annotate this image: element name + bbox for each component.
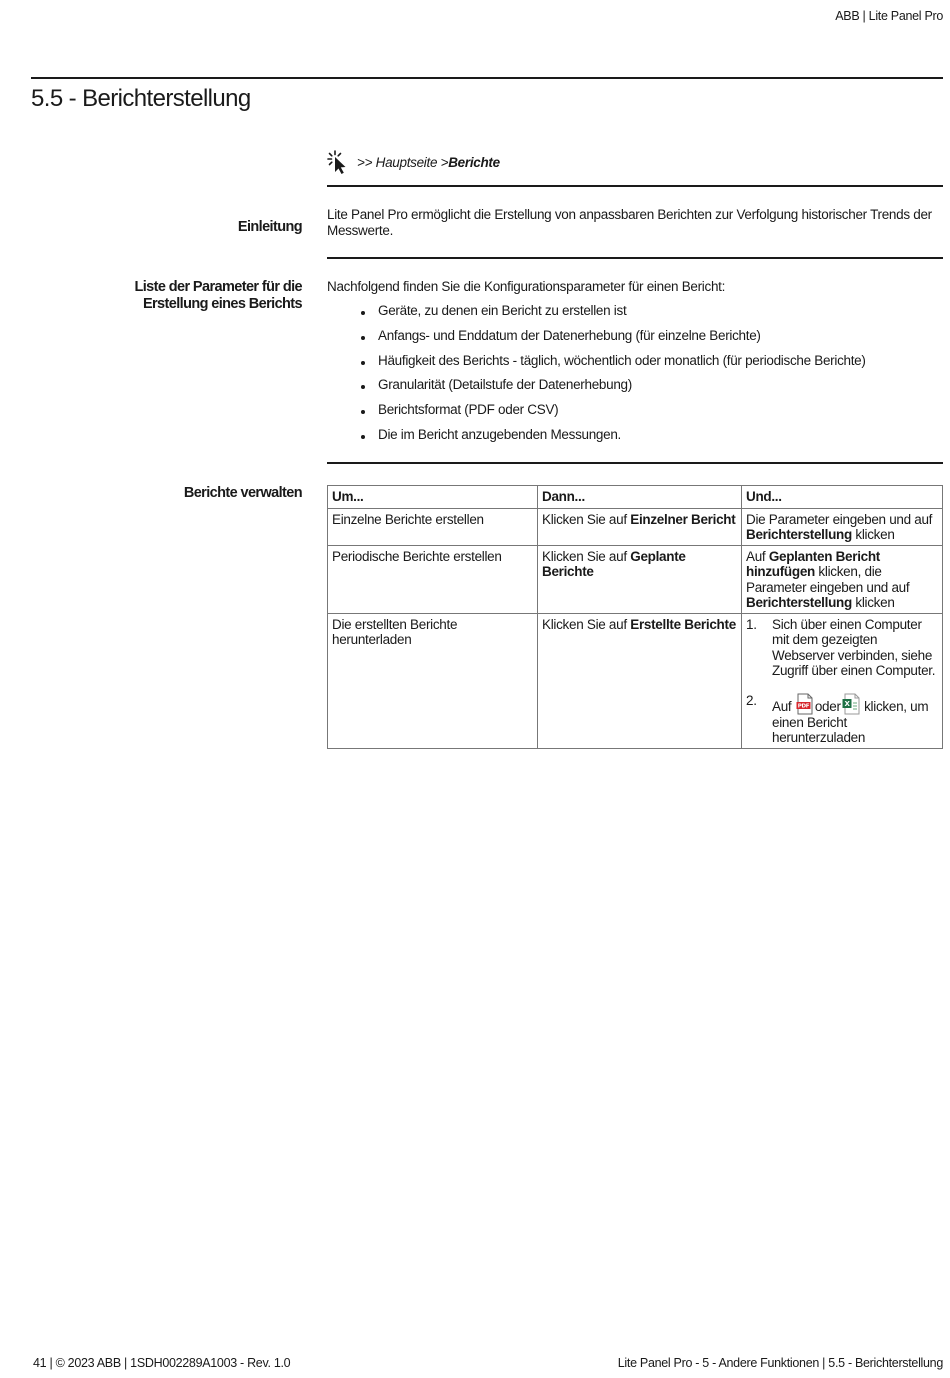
list-item: Anfangs- und Enddatum der Datenerhebung (für einzelne Berichte) (358, 327, 866, 352)
column-header-dann: Dann... (538, 486, 742, 509)
click-cursor-icon (327, 150, 349, 174)
list-item: Berichtsformat (PDF oder CSV) (358, 401, 866, 426)
step-text: klicken, um einen Bericht herunterzuladen (772, 698, 929, 745)
cell-text: Klicken Sie auf (542, 616, 631, 632)
step-item (746, 617, 938, 679)
header-divider (31, 77, 943, 79)
cell-um: Periodische Berichte erstellen (328, 545, 538, 613)
navigation-path (327, 150, 500, 174)
cell-text: klicken, die Parameter eingeben und auf (746, 564, 910, 595)
cell-bold-text: Erstellte Berichte (630, 616, 736, 632)
cell-dann (538, 508, 742, 545)
parameters-label-line: Erstellung eines Berichts (142, 296, 302, 312)
list-item: Geräte, zu denen ein Bericht zu erstellen ist (358, 302, 866, 327)
footer-breadcrumb: Lite Panel Pro - 5 - Andere Funktionen | 5.5 - Berichterstellung (617, 1356, 943, 1370)
column-header-um: Um... (328, 486, 538, 509)
step-number: 2. (746, 692, 757, 708)
cell-text: klicken (851, 595, 895, 610)
step-number: 1. (746, 616, 757, 632)
table-header-row (328, 486, 943, 509)
cell-bold-text: Einzelner Bericht (630, 511, 736, 527)
table-row (328, 508, 943, 545)
excel-file-icon[interactable] (842, 693, 860, 715)
cell-text: Klicken Sie auf (542, 548, 631, 564)
section-title: 5.5 - Berichterstellung (31, 85, 251, 112)
cell-text: Die Parameter eingeben und auf (746, 511, 933, 527)
list-item: Die im Bericht anzugebenden Messungen. (358, 426, 866, 451)
parameters-label-line: Liste der Parameter für die (134, 279, 302, 295)
cell-und (742, 508, 943, 545)
section-divider (327, 185, 943, 187)
step-item (746, 693, 938, 746)
cell-text: klicken (851, 527, 895, 542)
cell-text: Klicken Sie auf (542, 511, 631, 527)
parameters-label (134, 279, 302, 313)
cell-bold-text: Berichterstellung (746, 527, 852, 542)
list-item: Häufigkeit des Berichts - täglich, wöchentlich oder monatlich (für periodische Berichte) (358, 352, 866, 377)
footer-page-info: 41 | © 2023 ABB | 1SDH002289A1003 - Rev. 1.0 (33, 1356, 291, 1370)
step-text: oder (814, 698, 841, 714)
nav-path-current: Berichte (448, 154, 500, 170)
cell-und (742, 545, 943, 613)
download-steps (746, 617, 938, 746)
cell-um: Die erstellten Berichte herunterladen (328, 613, 538, 748)
manage-reports-table (327, 485, 943, 749)
step-text: Auf (772, 698, 795, 714)
intro-text: Lite Panel Pro ermöglicht die Erstellung von anpassbaren Berichten zur Verfolgung historischer Trends der Messwerte. (327, 207, 932, 238)
svg-text:PDF: PDF (797, 703, 810, 710)
cell-bold-text: Berichterstellung (746, 595, 852, 610)
cell-dann (538, 545, 742, 613)
cell-text: Auf (746, 548, 769, 564)
cell-und (742, 613, 943, 748)
cell-bold-text: Geplanten Bericht hinzufügen (746, 548, 881, 579)
section-divider (327, 462, 943, 464)
svg-text:X: X (844, 699, 850, 708)
document-header-brand: ABB | Lite Panel Pro (835, 9, 943, 23)
cell-dann (538, 613, 742, 748)
cell-um: Einzelne Berichte erstellen (328, 508, 538, 545)
table-row (328, 545, 943, 613)
table-row (328, 613, 943, 748)
parameters-list (358, 302, 866, 451)
manage-label: Berichte verwalten (183, 485, 302, 501)
step-text: Sich über einen Computer mit dem gezeigten Webserver verbinden, siehe Zugriff über einen Computer. (772, 616, 936, 678)
nav-path-prefix: >> Hauptseite > (357, 154, 449, 170)
intro-label: Einleitung (237, 219, 302, 235)
cell-bold-text: Geplante Berichte (542, 548, 686, 579)
list-item: Granularität (Detailstufe der Datenerhebung) (358, 376, 866, 401)
pdf-file-icon[interactable] (796, 693, 814, 715)
parameters-lead: Nachfolgend finden Sie die Konfigurationsparameter für einen Bericht: (327, 279, 726, 294)
column-header-und: Und... (742, 486, 943, 509)
section-divider (327, 257, 943, 259)
